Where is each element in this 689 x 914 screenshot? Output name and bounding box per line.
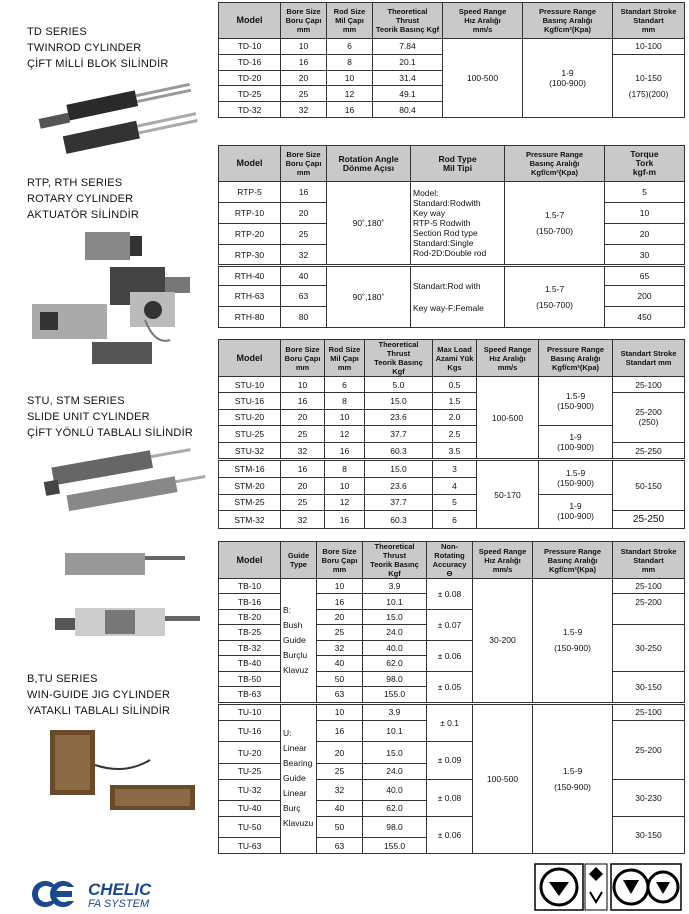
cell: 155.0 (363, 686, 427, 703)
cell-pressure: 1-9 (100-900) (539, 494, 613, 528)
cell: STM-32 (219, 511, 281, 529)
rtp-spec-table (218, 145, 685, 328)
col-header: Standart Stroke Standart mm (613, 542, 685, 579)
cell: TB-25 (219, 625, 281, 640)
cell: 16 (281, 393, 325, 409)
col-header: Bore Size Boru Çapı mm (317, 542, 363, 579)
td-cylinder-photo (30, 72, 215, 162)
cell: 5 (433, 494, 477, 510)
cell: RTP-10 (219, 203, 281, 224)
chelic-logo (30, 879, 190, 909)
cell-stroke: 10-100 (613, 39, 685, 55)
cell-guide-type: U: Linear Bearing Guide Linear Burç Klavuzu (281, 703, 317, 853)
cell: 15.0 (363, 609, 427, 624)
cell: 65 (605, 266, 685, 286)
cell-speed: 100-500 (473, 703, 533, 853)
cell: 15.0 (365, 393, 433, 409)
cell: RTP-30 (219, 245, 281, 266)
cell: RTP-5 (219, 182, 281, 203)
table-row (219, 377, 685, 393)
col-header: Rod Size Mil Çapı mm (325, 340, 365, 377)
stu-title-line: SLIDE UNIT CYLINDER (27, 411, 150, 423)
cell-accuracy: ± 0.05 (427, 671, 473, 703)
cell: 20.1 (373, 54, 443, 70)
cell-stroke: 30-230 (613, 779, 685, 816)
cell: 31.4 (373, 70, 443, 86)
cell: 3.5 (433, 442, 477, 460)
cell-pressure: 1.5-7 (150-700) (505, 266, 605, 328)
cell: TB-16 (219, 594, 281, 609)
cell: 32 (317, 640, 363, 655)
cell: 16 (281, 182, 327, 203)
cell-stroke: 50-150 (613, 460, 685, 511)
cell-speed: 30-200 (473, 579, 533, 704)
cell: 10.1 (363, 594, 427, 609)
col-header: Guide Type (281, 542, 317, 579)
cell: 24.0 (363, 764, 427, 779)
cell: 8 (325, 460, 365, 478)
cell: 10 (325, 478, 365, 494)
col-header: Standart Stroke Standart mm (613, 3, 685, 39)
stu-spec-table (218, 339, 685, 529)
cell: 25 (317, 625, 363, 640)
cell: 50 (317, 816, 363, 838)
cell-speed: 100-500 (477, 377, 539, 460)
cell: 63 (317, 686, 363, 703)
cell: 49.1 (373, 86, 443, 102)
cell: TD-10 (219, 39, 281, 55)
cell: 40 (317, 801, 363, 816)
cell: 15.0 (365, 460, 433, 478)
jig-cylinder-photo-bush (45, 538, 215, 658)
cell: 10 (281, 39, 327, 55)
cell: 20 (605, 224, 685, 245)
certification-marks (533, 862, 683, 912)
cell-stroke: 30-150 (613, 816, 685, 853)
cell: 16 (281, 460, 325, 478)
cell: 16 (317, 720, 363, 742)
table-row (219, 39, 685, 55)
cell: 25 (281, 86, 327, 102)
table-row (219, 442, 685, 460)
table-row (219, 266, 685, 286)
cell: 12 (327, 86, 373, 102)
td-title-line: ÇİFT MİLLİ BLOK SİLİNDİR (27, 58, 169, 70)
cell: 1.5 (433, 393, 477, 409)
cell: 16 (317, 594, 363, 609)
cell: TB-20 (219, 609, 281, 624)
cell: TB-10 (219, 579, 281, 594)
col-header: Pressure Range Basınç Aralığı Kgf/cm²(Kpa) (505, 146, 605, 182)
cell: TD-25 (219, 86, 281, 102)
cell: RTP-20 (219, 224, 281, 245)
cell: 20 (317, 609, 363, 624)
rotary-cylinder-photo (20, 222, 210, 372)
col-header: Speed Range Hız Aralığı mm/s (443, 3, 523, 39)
cell: 30 (605, 245, 685, 266)
cell: 15.0 (363, 742, 427, 764)
table-row (219, 511, 685, 529)
cell: 62.0 (363, 801, 427, 816)
col-header: Bore Size Boru Çapı mm (281, 146, 327, 182)
cell: 20 (281, 478, 325, 494)
col-header: Max Load Azami Yük Kgs (433, 340, 477, 377)
td-spec-table (218, 2, 685, 118)
col-header: Pressure Range Basınç Aralığı Kgf/cm²(Kpa) (523, 3, 613, 39)
col-header: Model (219, 340, 281, 377)
cell: 6 (433, 511, 477, 529)
col-header: Speed Range Hız Aralığı mm/s (473, 542, 533, 579)
cell-stroke: 30-150 (613, 671, 685, 703)
col-header: Rod Size Mil Çapı mm (327, 3, 373, 39)
cell: 40.0 (363, 640, 427, 655)
cell: 32 (281, 511, 325, 529)
stu-series-title (27, 393, 193, 441)
cell: 25 (281, 426, 325, 442)
cell: 0.5 (433, 377, 477, 393)
cell: TU-20 (219, 742, 281, 764)
cell-angle: 90˚,180˚ (327, 266, 411, 328)
col-header: Pressure Range Basınç Aralığı Kgf/cm²(Kpa) (539, 340, 613, 377)
cell: STM-16 (219, 460, 281, 478)
cell-accuracy: ± 0.09 (427, 742, 473, 779)
cell: 450 (605, 307, 685, 328)
cell: 25 (281, 494, 325, 510)
cell-accuracy: ± 0.08 (427, 779, 473, 816)
cell: RTH-40 (219, 266, 281, 286)
cell: 63 (317, 838, 363, 854)
cell: TU-50 (219, 816, 281, 838)
cell-stroke: 25-100 (613, 377, 685, 393)
table-row (219, 182, 685, 203)
col-header: Theoretical Thrust Teorik Basınç Kgf (373, 3, 443, 39)
table-row (219, 393, 685, 409)
cell: 32 (281, 102, 327, 118)
cell-accuracy: ± 0.08 (427, 579, 473, 610)
col-header: Torque Tork kgf-m (605, 146, 685, 182)
chelic-mark-icon (32, 881, 74, 907)
cell: TD-16 (219, 54, 281, 70)
jig-cylinder-photo-linear (40, 725, 210, 830)
cell: 20 (281, 203, 327, 224)
cell: STU-16 (219, 393, 281, 409)
cell-stroke: 10-150 (175)(200) (613, 54, 685, 117)
cell: TU-16 (219, 720, 281, 742)
cell: 98.0 (363, 671, 427, 686)
cell: 3 (433, 460, 477, 478)
cell: 16 (281, 54, 327, 70)
cell-pressure: 1.5-9 (150-900) (533, 703, 613, 853)
crown-icon (589, 867, 603, 881)
cell: TD-20 (219, 70, 281, 86)
col-header: Non-Rotating Accuracy Θ (427, 542, 473, 579)
cell: 25 (317, 764, 363, 779)
cell: 25 (281, 224, 327, 245)
col-header: Theoretical Thrust Teorik Basınç Kgf (365, 340, 433, 377)
cell: 40 (317, 656, 363, 671)
tb-spec-table (218, 541, 685, 854)
cell-pressure: 1.5-9 (150-900) (539, 460, 613, 494)
cell-pressure: 1.5-9 (150-900) (533, 579, 613, 704)
stu-title-line: ÇİFT YÖNLÜ TABLALI SİLİNDİR (27, 427, 193, 439)
cell: TB-32 (219, 640, 281, 655)
cell: 10.1 (363, 720, 427, 742)
cell: 60.3 (365, 442, 433, 460)
cell-rod-type: Standart:Rod with Key way-F:Female (411, 266, 505, 328)
logo-sub: FA SYSTEM (88, 898, 150, 909)
cell: 60.3 (365, 511, 433, 529)
col-header: Theoretical Thrust Teorik Basınç Kgf (363, 542, 427, 579)
stu-title-line: STU, STM SERIES (27, 395, 125, 407)
cell: 62.0 (363, 656, 427, 671)
cell-accuracy: ± 0.06 (427, 816, 473, 853)
cell: 10 (281, 377, 325, 393)
cell: 32 (281, 245, 327, 266)
cell-accuracy: ± 0.07 (427, 609, 473, 640)
cell: TB-40 (219, 656, 281, 671)
cell: 5 (605, 182, 685, 203)
cell: 2.5 (433, 426, 477, 442)
cell: 10 (317, 579, 363, 594)
td-series-title (27, 24, 169, 72)
cell: TU-10 (219, 703, 281, 720)
cell-stroke: 25-200 (613, 594, 685, 625)
cell: 80.4 (373, 102, 443, 118)
col-header: Model (219, 146, 281, 182)
cell: STU-20 (219, 409, 281, 425)
cell-pressure: 1-9 (100-900) (539, 426, 613, 460)
tb-series-title (27, 671, 170, 719)
td-title-line: TD SERIES (27, 26, 87, 38)
cell: STU-25 (219, 426, 281, 442)
cell-pressure: 1.5-9 (150-900) (539, 377, 613, 426)
col-header: Model (219, 542, 281, 579)
rtp-title-line: RTP, RTH SERIES (27, 177, 123, 189)
rtp-series-title (27, 175, 139, 223)
cell: 10 (605, 203, 685, 224)
cell: 24.0 (363, 625, 427, 640)
cell: 20 (281, 70, 327, 86)
tb-title-line: YATAKLI TABLALI SİLİNDİR (27, 705, 171, 717)
col-header: Bore Size Boru Çapı mm (281, 340, 325, 377)
cell-rod-type: Model: Standard:Rodwith Key way RTP-5 Rodwith Section Rod type Standard:Single Rod-2D:Double rod (411, 182, 505, 266)
cell-angle: 90˚,180˚ (327, 182, 411, 266)
cell: 8 (327, 54, 373, 70)
slide-unit-photo (40, 440, 210, 525)
col-header: Bore Size Boru Çapı mm (281, 3, 327, 39)
cell-stroke: 25-250 (613, 442, 685, 460)
cell: 40 (281, 266, 327, 286)
cell: TB-63 (219, 686, 281, 703)
cell: 2.0 (433, 409, 477, 425)
cell: 23.6 (365, 478, 433, 494)
cell: RTH-80 (219, 307, 281, 328)
logo-brand: CHELIC (88, 880, 152, 899)
cell: 4 (433, 478, 477, 494)
tb-title-line: B,TU SERIES (27, 673, 98, 685)
cell: 37.7 (365, 494, 433, 510)
cell: 10 (327, 70, 373, 86)
table-row (219, 460, 685, 478)
cell: 16 (325, 442, 365, 460)
tb-title-line: WIN-GUIDE JIG CYLINDER (27, 689, 171, 701)
cell: 32 (317, 779, 363, 801)
cell: STM-20 (219, 478, 281, 494)
cell: 50 (317, 671, 363, 686)
cell-stroke: 25-250 (613, 511, 685, 529)
cell: TU-63 (219, 838, 281, 854)
rtp-title-line: ROTARY CYLINDER (27, 193, 134, 205)
cell: 23.6 (365, 409, 433, 425)
cell: 32 (281, 442, 325, 460)
cell: 20 (317, 742, 363, 764)
cell: TU-32 (219, 779, 281, 801)
cell: 6 (327, 39, 373, 55)
cell: 16 (325, 511, 365, 529)
cell: 37.7 (365, 426, 433, 442)
cell: TU-40 (219, 801, 281, 816)
cell-pressure: 1-9 (100-900) (523, 39, 613, 118)
cell-pressure: 1.5-7 (150-700) (505, 182, 605, 266)
cell-stroke: 30-250 (613, 625, 685, 671)
cell-speed: 50-170 (477, 460, 539, 529)
cell-accuracy: ± 0.06 (427, 640, 473, 671)
col-header: Standart Stroke Standart mm (613, 340, 685, 377)
cell: 63 (281, 286, 327, 307)
cell: 12 (325, 494, 365, 510)
cell: 80 (281, 307, 327, 328)
col-header: Rod Type Mil Tipi (411, 146, 505, 182)
col-header: Model (219, 3, 281, 39)
cell: 98.0 (363, 816, 427, 838)
cell: 16 (327, 102, 373, 118)
cell: TD-32 (219, 102, 281, 118)
cell-stroke: 25-200 (250) (613, 393, 685, 442)
cell: 3.9 (363, 579, 427, 594)
cell: RTH-63 (219, 286, 281, 307)
cell: STU-10 (219, 377, 281, 393)
cell: 8 (325, 393, 365, 409)
cell: 10 (325, 409, 365, 425)
cell: 12 (325, 426, 365, 442)
cell: 20 (281, 409, 325, 425)
cell-stroke: 25-100 (613, 579, 685, 594)
col-header: Speed Range Hız Aralığı mm/s (477, 340, 539, 377)
cell: TU-25 (219, 764, 281, 779)
cell: TB-50 (219, 671, 281, 686)
cell-guide-type: B: Bush Guide Burçlu Klavuz (281, 579, 317, 704)
cell: 155.0 (363, 838, 427, 854)
cell: 5.0 (365, 377, 433, 393)
cell-speed: 100-500 (443, 39, 523, 118)
cell: 200 (605, 286, 685, 307)
cell-stroke: 25-100 (613, 703, 685, 720)
table-row (219, 703, 685, 720)
cell: 7.84 (373, 39, 443, 55)
cell: 6 (325, 377, 365, 393)
cell: 10 (317, 703, 363, 720)
col-header: Pressure Range Basınç Aralığı Kgf/cm²(Kpa) (533, 542, 613, 579)
td-title-line: TWINROD CYLINDER (27, 42, 142, 54)
table-row (219, 579, 685, 594)
rtp-title-line: AKTUATÖR SİLİNDİR (27, 209, 139, 221)
cell-stroke: 25-200 (613, 720, 685, 779)
cell: 40.0 (363, 779, 427, 801)
cell: STU-32 (219, 442, 281, 460)
cell-accuracy: ± 0.1 (427, 703, 473, 742)
cell: 3.9 (363, 703, 427, 720)
col-header: Rotation Angle Dönme Açısı (327, 146, 411, 182)
cell: STM-25 (219, 494, 281, 510)
